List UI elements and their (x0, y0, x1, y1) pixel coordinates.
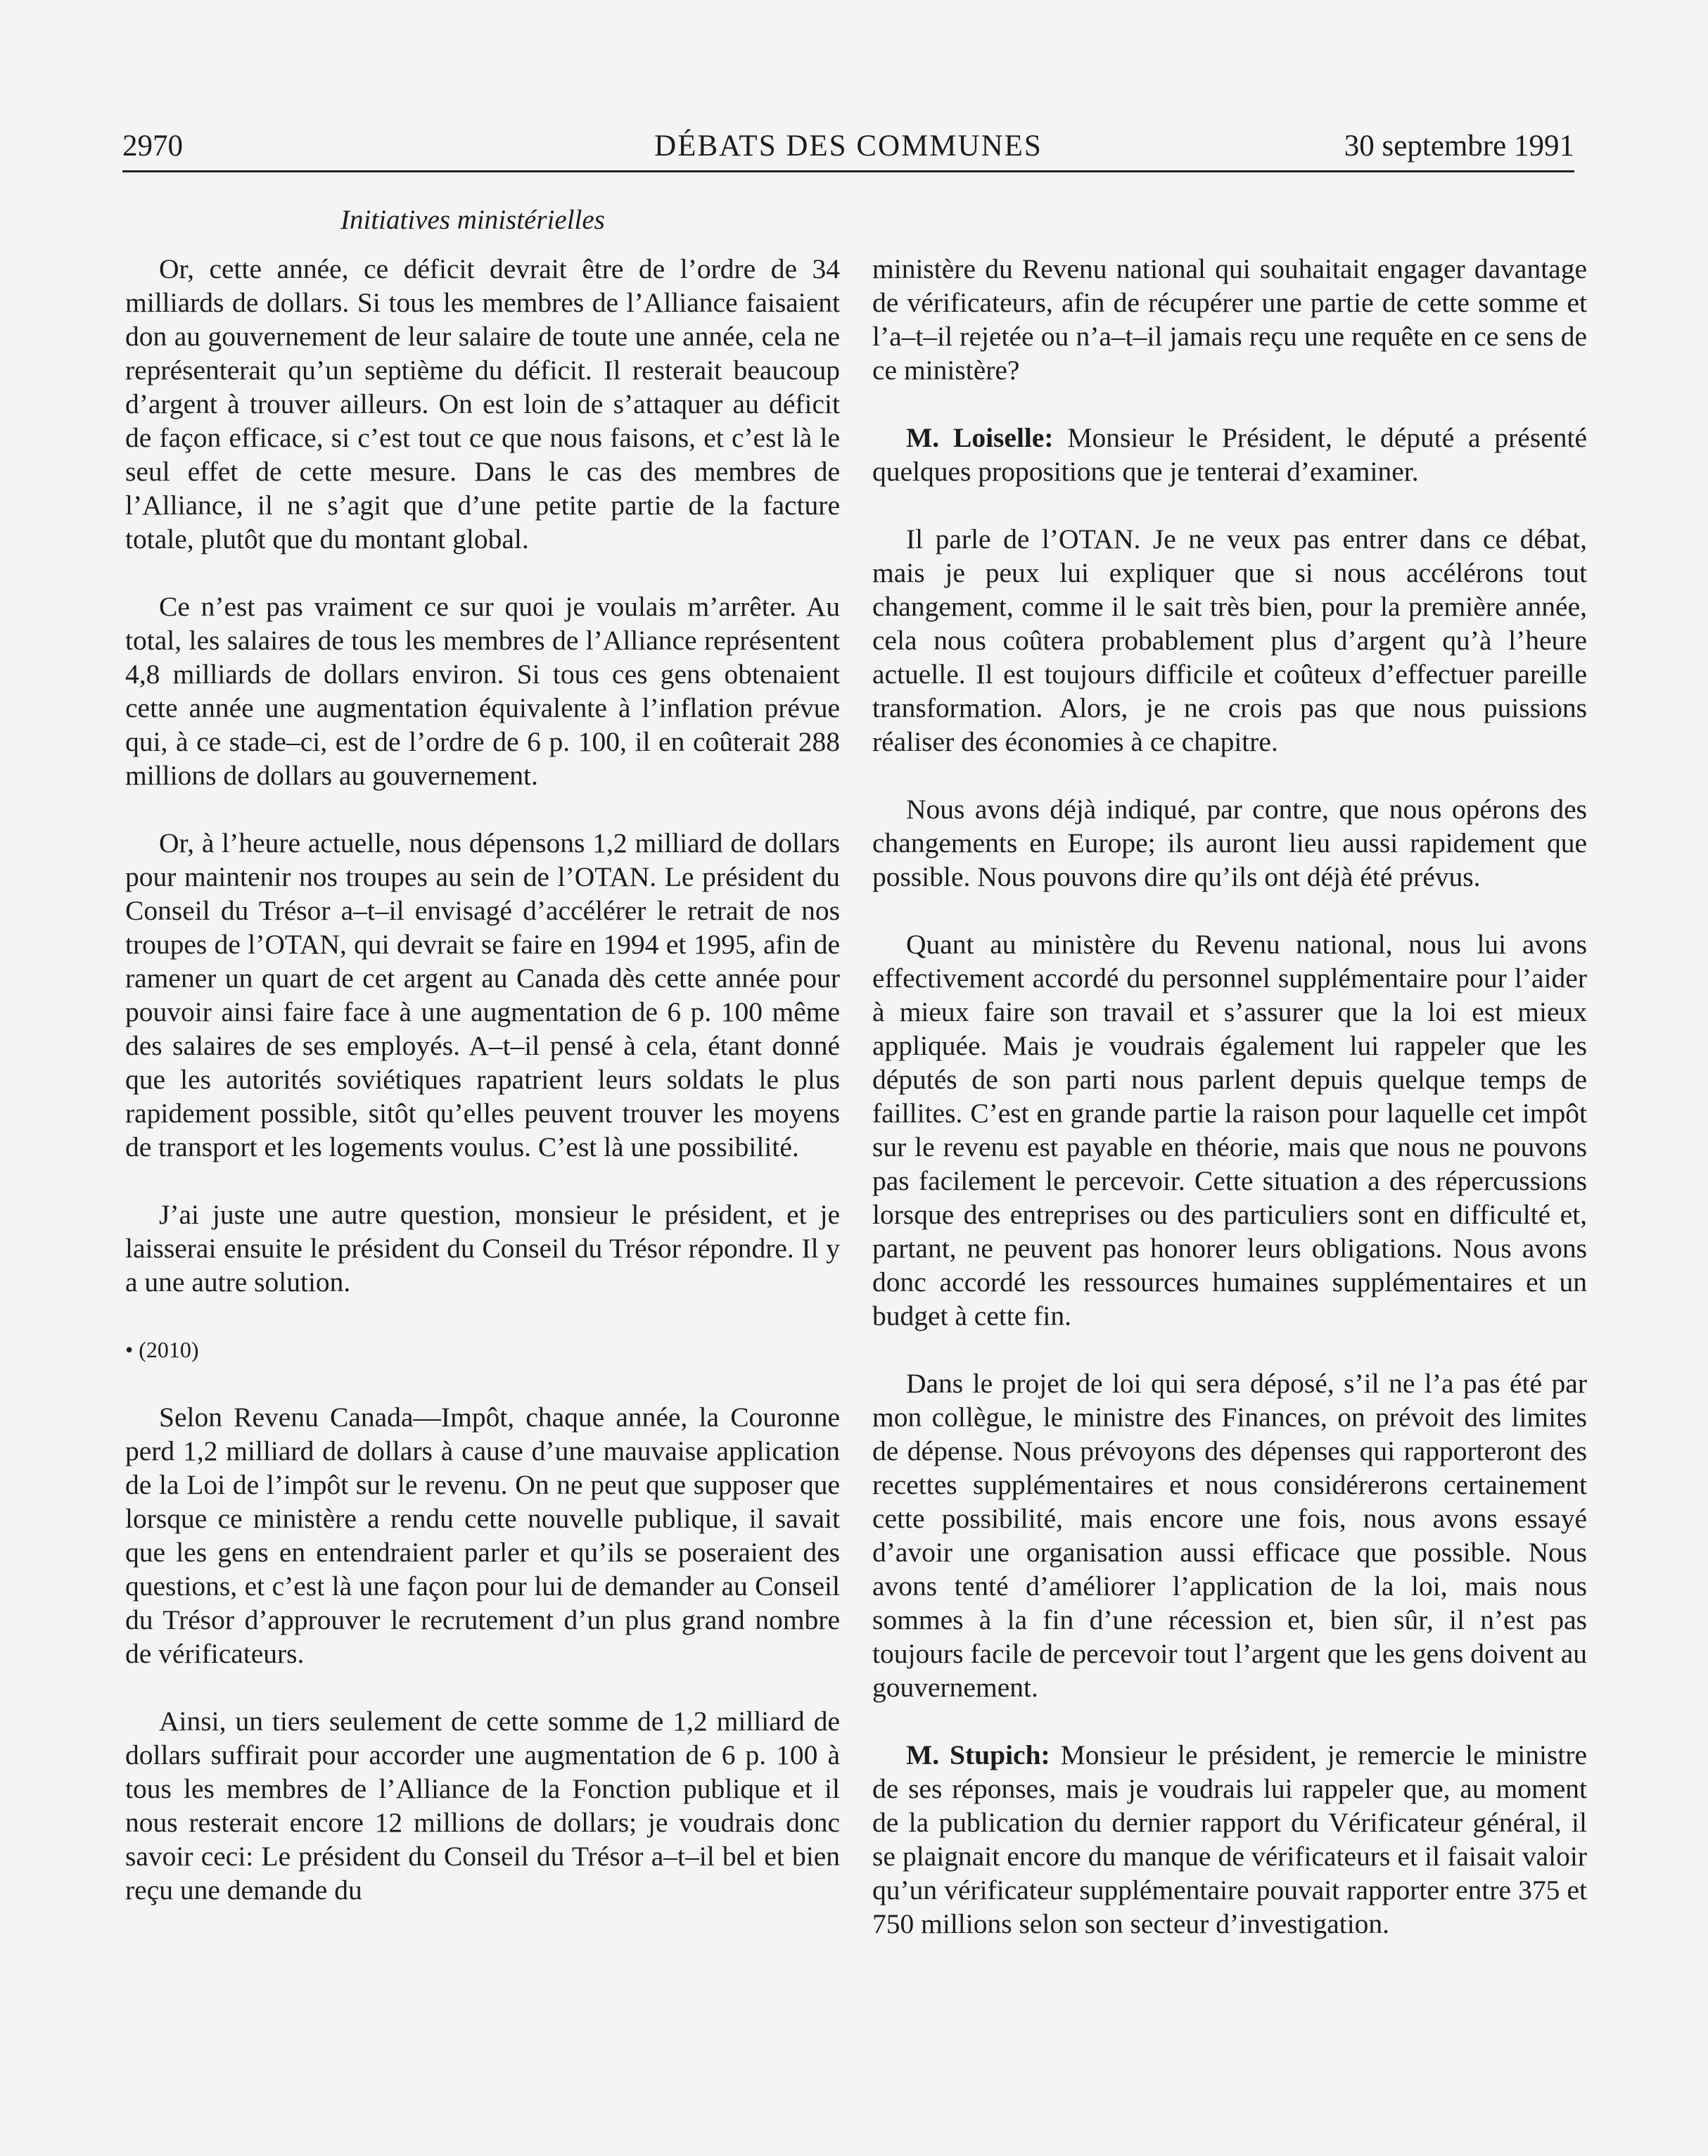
publication-date: 30 septembre 1991 (1344, 129, 1574, 163)
page-header (122, 125, 1574, 167)
journal-title: DÉBATS DES COMMUNES (654, 129, 1043, 163)
paragraph: Ce n’est pas vraiment ce sur quoi je voulais m’arrêter. Au total, les salaires de tous les membres de l’Alliance représentent 4,8 milliards de dollars environ. Si tous ces gens obtenaient cette année une augmentation équivalente à l’inflation prévue qui, à ce stade–ci, est de l’ordre de 6 p. 100, il en coûterait 288 millions de dollars au gouvernement. (125, 591, 840, 791)
paragraph: Il parle de l’OTAN. Je ne veux pas entrer dans ce débat, mais je peux lui expliquer que si nous accélérons tout changement, comme il le sait très bien, pour la première année, cela nous coûtera probablement plus d’argent qu’à l’heure actuelle. Il est toujours difficile et coûteux d’effectuer pareille transformation. Alors, je ne crois pas que nous puissions réaliser des économies à ce chapitre. (872, 524, 1587, 757)
paragraph: Nous avons déjà indiqué, par contre, que nous opérons des changements en Europe; ils auront lieu aussi rapidement que possible. Nous pouvons dire qu’ils ont déjà été prévus. (872, 794, 1587, 892)
speaker-name: M. Stupich: (906, 1739, 1050, 1770)
paragraph: Or, à l’heure actuelle, nous dépensons 1,2 milliard de dollars pour maintenir nos troupes au sein de l’OTAN. Le président du Conseil du Trésor a–t–il envisagé d’accélérer le retrait de nos troupes de l’OTAN, qui devrait se faire en 1994 et 1995, afin de ramener un quart de cet argent au Canada dès cette année pour pouvoir ainsi faire face à une augmentation de 6 p. 100 même des salaires de ses employés. A–t–il pensé à cela, étant donné que les autorités soviétiques rapatrient leurs soldats le plus rapidement possible, sitôt qu’elles peuvent trouver les moyens de transport et les logements voulus. C’est là une possibilité. (125, 827, 840, 1162)
paragraph: Quant au ministère du Revenu national, nous lui avons effectivement accordé du personnel supplémentaire pour l’aider à mieux faire son travail et s’assurer que la loi est mieux appliquée. Mais je voudrais également lui rappeler que les députés de son parti nous parlent depuis quelque temps de faillites. C’est en grande partie la raison pour laquelle cet impôt sur le revenu est payable en théorie, mais que nous ne pouvons pas facilement le percevoir. Cette situation a des répercussions lorsque des entreprises ou des particuliers sont en difficulté et, partant, ne peuvent pas honorer leurs obligations. Nous avons donc accordé les ressources humaines supplémentaires et un budget à cette fin. (872, 929, 1587, 1331)
paragraph: J’ai juste une autre question, monsieur le président, et je laisserai ensuite le président du Conseil du Trésor répondre. Il y a une autre solution. (125, 1199, 840, 1298)
speech-paragraph (872, 1738, 1587, 1941)
paragraph: Selon Revenu Canada—Impôt, chaque année, la Couronne perd 1,2 milliard de dollars à cause d’une mauvaise application de la Loi de l’impôt sur le revenu. On ne peut que supposer que lorsque ce ministère a rendu cette nouvelle publique, il savait que les gens en entendraient parler et qu’ils se poseraient des questions, et c’est là une façon pour lui de demander au Conseil du Trésor d’approuver le recrutement d’un plus grand nombre de vérificateurs. (125, 1402, 840, 1669)
timestamp (125, 1333, 840, 1366)
speaker-name: M. Loiselle: (906, 422, 1054, 453)
speech-paragraph (872, 421, 1587, 488)
paragraph: Dans le projet de loi qui sera déposé, s’il ne l’a pas été par mon collègue, le ministre des Finances, on prévoit des limites de dépense. Nous prévoyons des dépenses qui rapporteront des recettes supplémentaires et nous considérerons certainement cette possibilité, mais encore une fois, nous avons essayé d’avoir une organisation aussi efficace que possible. Nous avons tenté d’améliorer l’application de la loi, mais nous sommes à la fin d’une récession et, bien sûr, il n’est pas toujours facile de percevoir tout l’argent que les gens doivent au gouvernement. (872, 1368, 1587, 1703)
paragraph: Ainsi, un tiers seulement de cette somme de 1,2 milliard de dollars suffirait pour accorder une augmentation de 6 p. 100 à tous les membres de l’Alliance de la Fonction publique et il nous resterait encore 12 millions de dollars; je voudrais donc savoir ceci: Le président du Conseil du Trésor a–t–il bel et bien reçu une demande du (125, 1706, 840, 1905)
paragraph: ministère du Revenu national qui souhaitait engager davantage de vérificateurs, afin de récupérer une partie de cette somme et l’a–t–il rejetée ou n’a–t–il jamais reçu une requête en ce sens de ce ministère? (872, 253, 1587, 386)
bullet-icon: • (125, 1337, 134, 1362)
header-rule (122, 170, 1574, 172)
left-column (125, 252, 840, 1941)
page-number: 2970 (122, 129, 183, 163)
speech-text: Monsieur le président, je remercie le ministre de ses réponses, mais je voudrais lui rappeler que, au moment de la publication du dernier rapport du Vérificateur général, il se plaignait encore du manque de vérificateurs et il faisait valoir qu’un vérificateur supplémentaire pouvait rapporter entre 375 et 750 millions selon son secteur d’investigation. (872, 1739, 1587, 1939)
right-column (872, 252, 1587, 1974)
section-label: Initiatives ministérielles (340, 205, 605, 235)
speech-text: Monsieur le Président, le député a présenté quelques propositions que je tenterai d’examiner. (872, 422, 1587, 487)
paragraph: Or, cette année, ce déficit devrait être de l’ordre de 34 milliards de dollars. Si tous les membres de l’Alliance faisaient don au gouvernement de leur salaire de toute une année, cela ne représenterait qu’un septième du déficit. Il resterait beaucoup d’argent à trouver ailleurs. On est loin de s’attaquer au déficit de façon efficace, si c’est tout ce que nous faisons, et c’est là le seul effet de cette mesure. Dans le cas des membres de l’Alliance, il ne s’agit que d’une petite partie de la facture totale, plutôt que du montant global. (125, 253, 840, 554)
timestamp-text: (2010) (139, 1337, 199, 1362)
